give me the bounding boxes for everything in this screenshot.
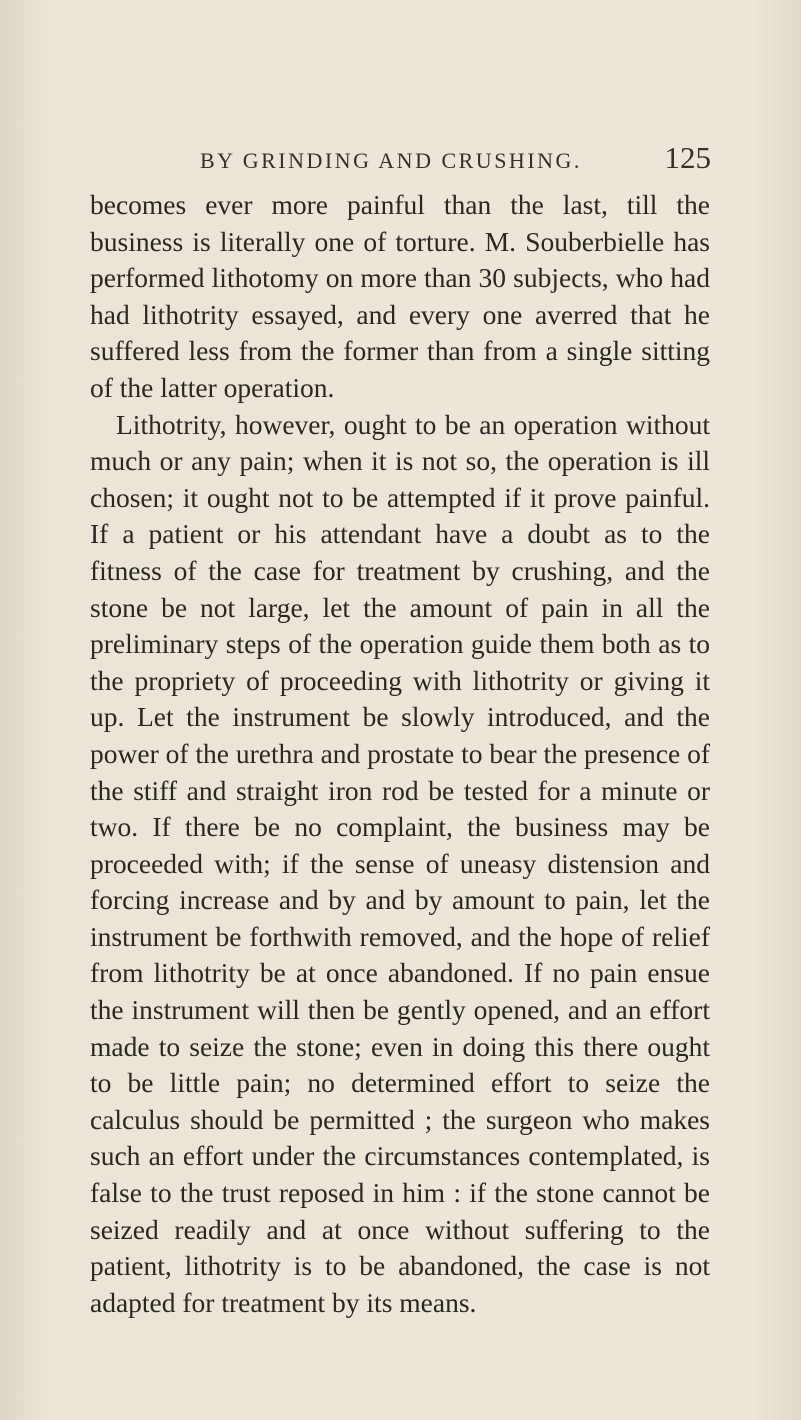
running-title: BY GRINDING AND CRUSHING. <box>200 148 582 173</box>
page-number: 125 <box>664 140 711 175</box>
running-head <box>200 140 711 176</box>
paragraph-1: becomes ever more painful than the last, till the business is literally one of torture. M. Souberbielle has performed lithotomy on more than 30 subjects, who had had lithotrity essayed, and every one averred that he suffered less from the former than from a single sitting of the latter operation. <box>90 189 710 403</box>
paragraph-2: Lithotrity, however, ought to be an operation without much or any pain; when it is not so, the operation is ill chosen; it ought not to be attempted if it prove painful. If a patient or his attendant have a doubt as to the fitness of the case for treatment by crushing, and the stone be not large, let the amount of pain in all the preliminary steps of the operation guide them both as to the propriety of proceeding with lithotrity or giving it up. Let the instrument be slowly introduced, and the power of the urethra and prostate to bear the presence of the stiff and straight iron rod be tested for a minute or two. If there be no complaint, the business may be proceeded with; if the sense of uneasy distension and forcing increase and by and by amount to pain, let the instrument be forthwith removed, and the hope of relief from lithotrity be at once abandoned. If no pain ensue the instrument will then be gently opened, and an effort made to seize the stone; even in doing this there ought to be little pain; no determined effort to seize the calculus should be permitted ; the surgeon who makes such an effort under the circumstances contemplated, is false to the trust reposed in him : if the stone cannot be seized readily and at once without suffering to the patient, lithotrity is to be abandoned, the case is not adapted for treatment by its means. <box>90 408 710 1318</box>
body-text <box>90 187 710 1321</box>
